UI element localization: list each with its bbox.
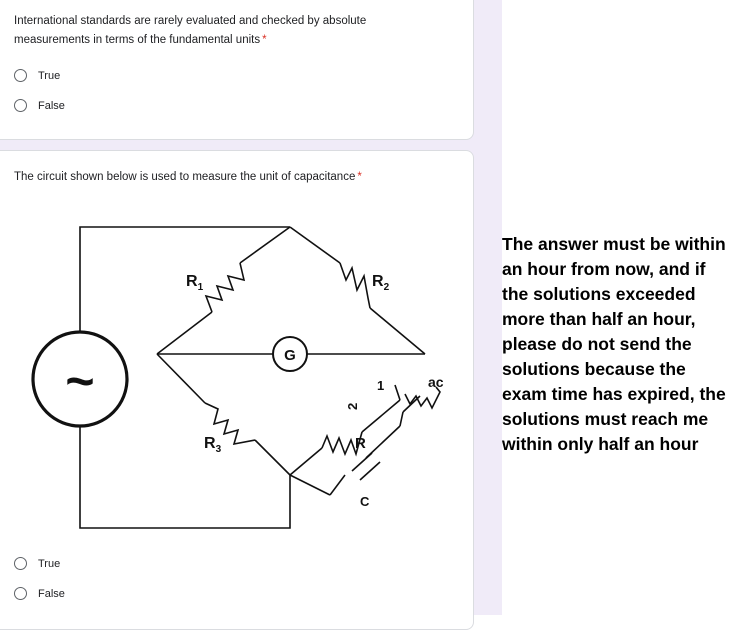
required-asterisk: * xyxy=(262,34,267,46)
galvanometer-label: G xyxy=(284,347,296,364)
question-1-text xyxy=(14,12,366,50)
question-2-line: The circuit shown below is used to measure the unit of capacitance xyxy=(14,171,356,183)
label-r1-sub: 1 xyxy=(197,282,204,293)
radio-button[interactable] xyxy=(14,557,27,570)
radio-button[interactable] xyxy=(14,69,27,82)
label-r3 xyxy=(204,435,222,455)
label-r: R xyxy=(355,435,366,452)
circuit-diagram xyxy=(0,200,474,530)
radio-button[interactable] xyxy=(14,99,27,112)
label-r1 xyxy=(186,273,204,293)
label-switch-1: 1 xyxy=(377,378,385,393)
label-r3-main: R xyxy=(204,435,216,452)
q2-option-false[interactable] xyxy=(14,587,65,600)
q1-option-false[interactable] xyxy=(14,99,65,112)
option-label: False xyxy=(38,587,65,600)
label-r2-main: R xyxy=(372,273,384,290)
source-tilde: ~ xyxy=(65,353,95,409)
option-label: True xyxy=(38,557,61,570)
required-asterisk: * xyxy=(357,171,362,183)
label-c: C xyxy=(360,494,370,509)
label-r2-sub: 2 xyxy=(383,282,390,293)
page-divider xyxy=(474,0,502,615)
label-r1-main: R xyxy=(186,273,198,290)
q1-option-true[interactable] xyxy=(14,69,60,82)
option-label: True xyxy=(38,69,61,82)
q2-option-true[interactable] xyxy=(14,557,60,570)
option-label: False xyxy=(38,99,65,112)
label-r2 xyxy=(372,273,390,293)
radio-button[interactable] xyxy=(14,587,27,600)
label-switch-2: 2 xyxy=(345,402,360,410)
label-r3-sub: 3 xyxy=(215,444,222,455)
label-ac: ac xyxy=(428,374,444,390)
question-1-line-2: measurements in terms of the fundamental units xyxy=(14,34,261,46)
question-2-text xyxy=(14,168,362,187)
note-text: The answer must be within an hour from now, and if the solutions exceeded more than half an hour, please do not send the solutions because the exam time has expired, the solutions must reach me within only half an hour xyxy=(502,234,726,454)
question-1-line-1: International standards are rarely evaluated and checked by absolute xyxy=(14,15,367,27)
